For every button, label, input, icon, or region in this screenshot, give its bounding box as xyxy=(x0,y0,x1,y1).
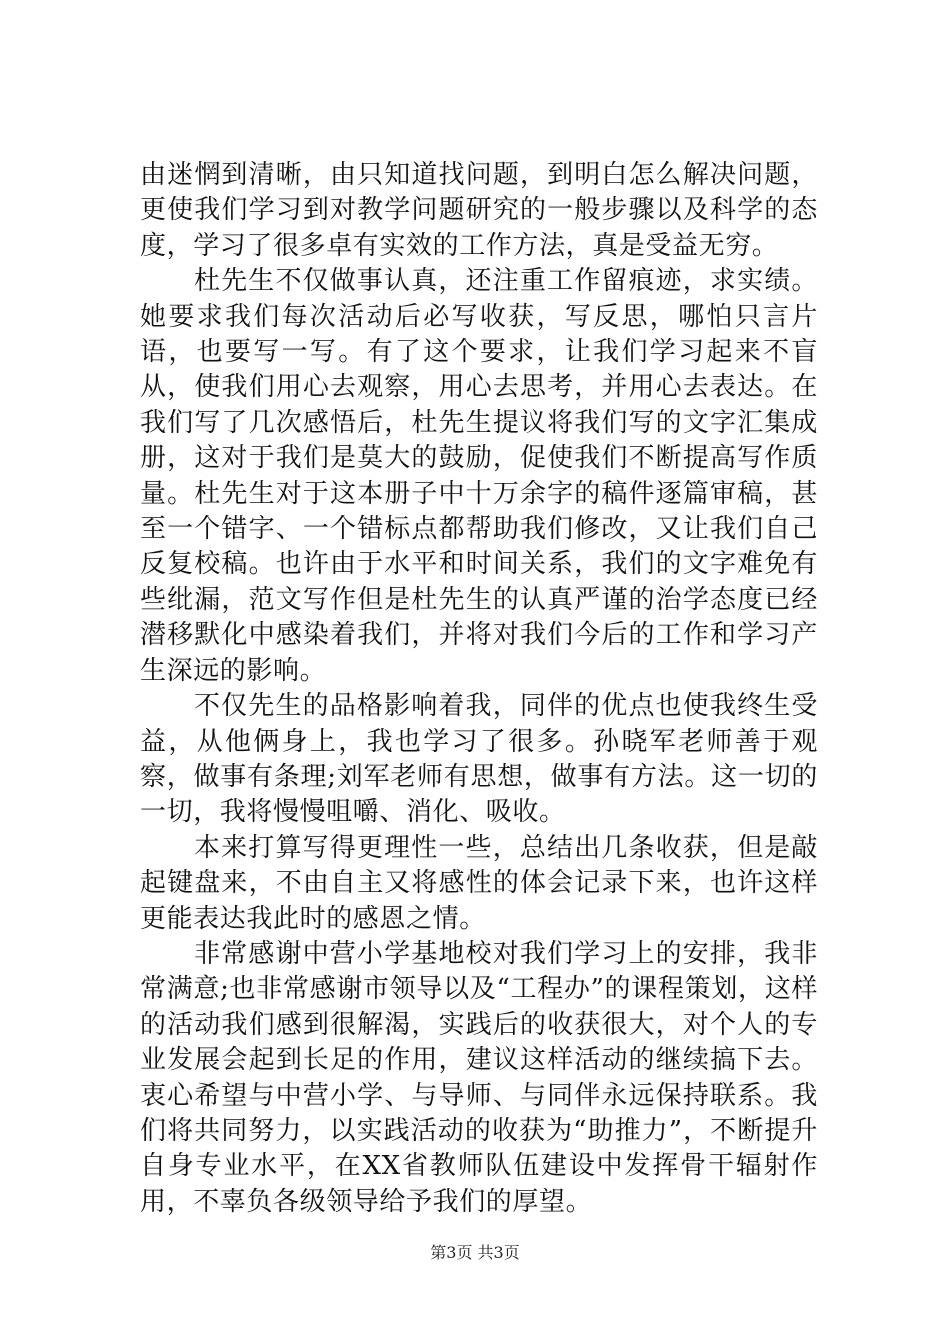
document-body xyxy=(140,158,818,1220)
paragraph-1: 由迷惘到清晰，由只知道找问题，到明白怎么解决问题，更使我们学习到对教学问题研究的一般步骤以及科学的态度，学习了很多卓有实效的工作方法，真是受益无穷。 xyxy=(140,160,818,261)
page-number-footer: 第3页 共3页 xyxy=(430,1243,520,1262)
paragraph-5: 非常感谢中营小学基地校对我们学习上的安排，我非常满意;也非常感谢市领导以及“工程办”的课程策划，这样的活动我们感到很解渴，实践后的收获很大，对个人的专业发展会起到长足的作用，建议这样活动的继续搞下去。衷心希望与中营小学、与导师、与同伴永远保持联系。我们将共同努力，以实践活动的收获为“助推力”，不断提升自身专业水平，在XX省教师队伍建设中发挥骨干辐射作用，不辜负各级领导给予我们的厚望。 xyxy=(140,938,818,1217)
paragraph-3: 不仅先生的品格影响着我，同伴的优点也使我终生受益，从他俩身上，我也学习了很多。孙晓军老师善于观察，做事有条理;刘军老师有思想，做事有方法。这一切的一切，我将慢慢咀嚼、消化、吸收。 xyxy=(140,691,818,828)
paragraph-4: 本来打算写得更理性一些，总结出几条收获，但是敲起键盘来，不由自主又将感性的体会记录下来，也许这样更能表达我此时的感恩之情。 xyxy=(140,832,818,934)
paragraph-2: 杜先生不仅做事认真，还注重工作留痕迹，求实绩。她要求我们每次活动后必写收获，写反思，哪怕只言片语，也要写一写。有了这个要求，让我们学习起来不盲从，使我们用心去观察，用心去思考，并用心去表达。在我们写了几次感悟后，杜先生提议将我们写的文字汇集成册，这对于我们是莫大的鼓励，促使我们不断提高写作质量。杜先生对于这本册子中十万余字的稿件逐篇审稿，甚至一个错字、一个错标点都帮助我们修改，又让我们自己反复校稿。也许由于水平和时间关系，我们的文字难免有些纰漏，范文写作但是杜先生的认真严谨的治学态度已经潜移默化中感染着我们，并将对我们今后的工作和学习产生深远的影响。 xyxy=(140,266,818,686)
